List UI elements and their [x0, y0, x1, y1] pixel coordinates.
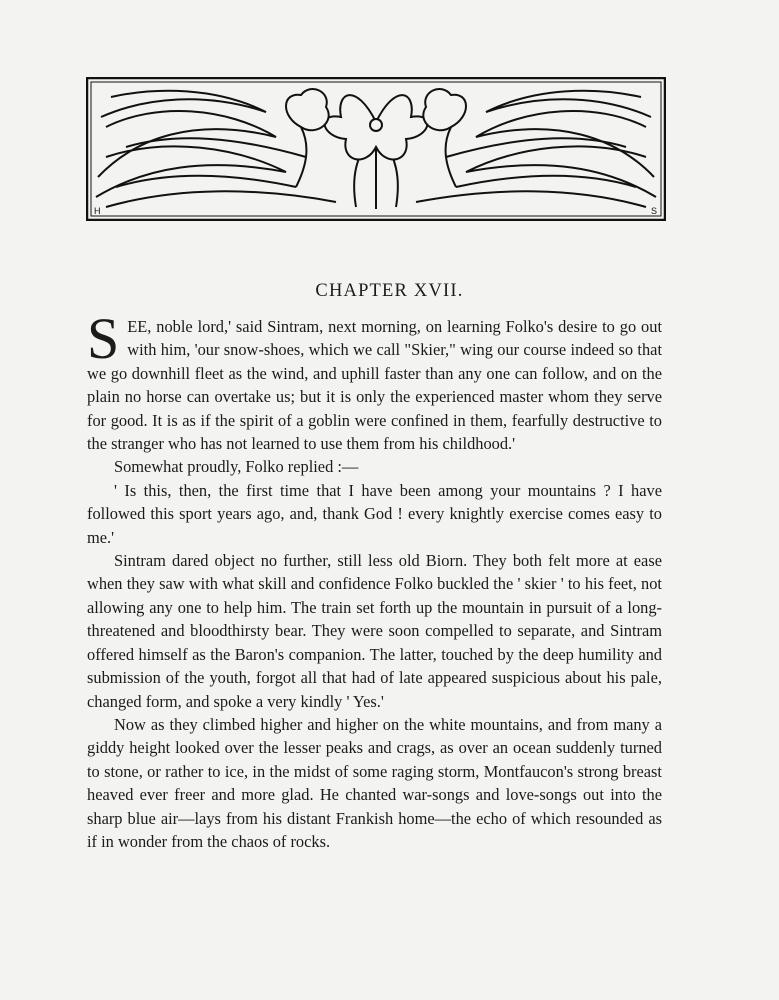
ornament-letter-left: H — [94, 206, 101, 216]
chapter-title: CHAPTER XVII. — [315, 281, 464, 301]
paragraph-text: EE, noble lord,' said Sintram, next morning, on learning Folko's desire to go out with him, 'our snow-shoes, which we call "Skier," wing our course indeed so that we go downhill fleet as the wind, and uphill faster than any one can follow, and on the plain no horse can overtake us; but it is only the experienced master whom they serve for good. It is as if the spirit of a goblin were confined in them, fearfully destructive to the stranger who has not learned to use them from his childhood.' — [87, 317, 662, 454]
paragraph: ' Is this, then, the first time that I have been among your mountains ? I have followed this sport years ago, and, thank God ! every knightly exercise comes easy to me.' — [87, 480, 662, 547]
paragraph — [87, 306, 662, 455]
drop-cap-letter: S — [87, 306, 120, 371]
floral-headpiece-ornament — [86, 77, 666, 221]
paragraph: Somewhat proudly, Folko replied :— — [114, 457, 359, 477]
paragraph: Sintram dared object no further, still less old Biorn. They both felt more at ease when they saw with what skill and confidence Folko buckled the ' skier ' to his feet, not allowing any one to help him. The train set forth up the mountain in pursuit of a long-threatened and bloodthirsty bear. They were soon compelled to separate, and Sintram offered himself as the Baron's companion. The latter, touched by the deep humility and submission of the youth, forgot all that had of late appeared suspicious about his pale, changed form, and spoke a very kindly ' Yes.' — [87, 551, 662, 711]
chapter-body — [87, 306, 662, 853]
ornament-letter-right: S — [651, 206, 658, 216]
paragraph: Now as they climbed higher and higher on the white mountains, and from many a giddy height looked over the lesser peaks and crags, as over an ocean suddenly turned to stone, or rather to ice, in the midst of some raging storm, Montfaucon's strong breast heaved ever freer and more glad. He chanted war-songs and love-songs out into the sharp blue air—lays from his distant Frankish home—the echo of which resounded as if in wonder from the chaos of rocks. — [87, 714, 662, 851]
